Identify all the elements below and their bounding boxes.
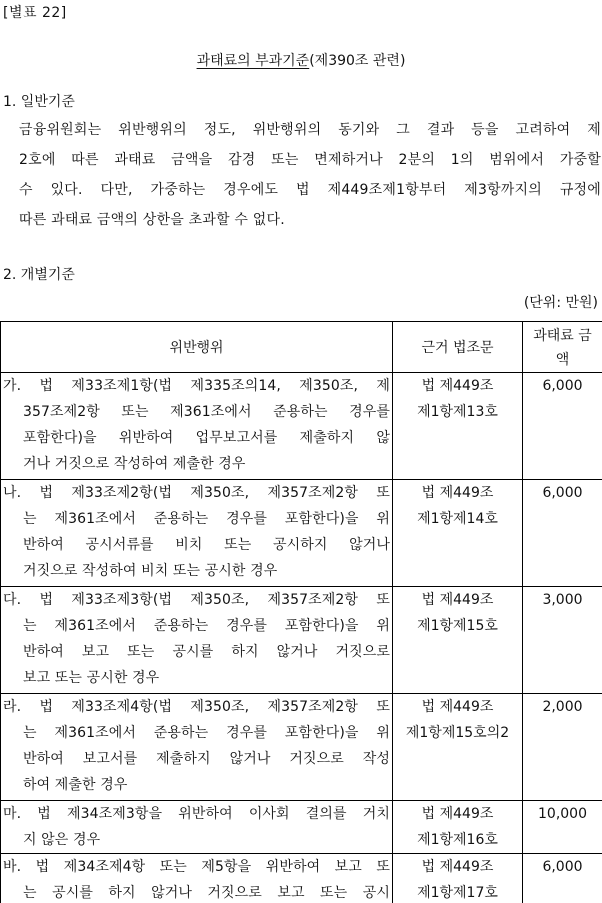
title-main: 과태료의 부과기준 — [196, 53, 310, 69]
basis-line: 제1항제15호 — [417, 618, 498, 634]
paragraph-line: 2호에 따른 과태료 금액을 감경 또는 면제하거나 2분의 1의 범위에서 가중할 — [19, 152, 601, 168]
violation-line: 는 제361조에서 준용하는 경우를 포함한다)을 위 — [23, 511, 390, 527]
unit-label: (단위: 만원) — [523, 295, 598, 311]
violation-line: 거나 거짓으로 작성하여 제출한 경우 — [23, 456, 246, 472]
paragraph-line: 따른 과태료 금액의 상한을 초과할 수 없다. — [19, 212, 285, 228]
violation-line: 하여 제출한 경우 — [23, 777, 128, 793]
table-row — [1, 854, 602, 903]
violation-cell — [1, 480, 393, 587]
general-standards-paragraph — [19, 115, 601, 235]
penalty-table — [0, 321, 602, 903]
violation-cell — [1, 373, 393, 480]
violation-line: 반하여 보고서를 제출하지 않거나 거짓으로 작성 — [23, 751, 390, 767]
violation-line: 바. 법 제34조제4항 또는 제5항을 위반하여 보고 또 — [3, 859, 390, 875]
title-sub: (제390조 관련) — [309, 53, 406, 69]
header-amount-line: 액 — [555, 352, 570, 368]
violation-line: 다. 법 제33조제3항(법 제350조, 제357조제2항 또 — [3, 592, 390, 608]
basis-line: 법 제449조 — [421, 378, 494, 394]
basis-cell — [393, 373, 523, 480]
violation-line: 보고 또는 공시한 경우 — [23, 670, 160, 686]
violation-line: 마. 법 제34조제3항을 위반하여 이사회 결의를 거치 — [3, 806, 390, 822]
paragraph-line: 수 있다. 다만, 가중하는 경우에도 법 제449조제1항부터 제3항까지의 규정에 — [19, 182, 601, 198]
amount-value: 6,000 — [542, 859, 583, 875]
amount-value: 2,000 — [542, 699, 583, 715]
violation-line: 거짓으로 작성하여 비치 또는 공시한 경우 — [23, 563, 278, 579]
amount-value: 6,000 — [542, 485, 583, 501]
basis-line: 법 제449조 — [421, 699, 494, 715]
amount-cell — [523, 801, 602, 854]
basis-cell — [393, 854, 523, 903]
amount-cell — [523, 480, 602, 587]
violation-line: 나. 법 제33조제2항(법 제350조, 제357조제2항 또 — [3, 485, 390, 501]
header-amount — [523, 322, 602, 373]
basis-cell — [393, 694, 523, 801]
basis-line: 법 제449조 — [421, 485, 494, 501]
amount-value: 10,000 — [538, 806, 587, 822]
amount-value: 3,000 — [542, 592, 583, 608]
violation-line: 반하여 보고 또는 공시를 하지 않거나 거짓으로 — [23, 644, 390, 660]
violation-cell — [1, 854, 393, 903]
table-row — [1, 373, 602, 480]
basis-cell — [393, 480, 523, 587]
amount-value: 6,000 — [542, 378, 583, 394]
violation-line: 는 제361조에서 준용하는 경우를 포함한다)을 위 — [23, 618, 390, 634]
basis-line: 제1항제16호 — [417, 832, 498, 848]
violation-line: 라. 법 제33조제4항(법 제350조, 제357조제2항 또 — [3, 699, 390, 715]
table-row — [1, 694, 602, 801]
amount-cell — [523, 373, 602, 480]
general-standards-heading: 1. 일반기준 — [3, 94, 75, 110]
document-title — [0, 50, 602, 70]
header-basis: 근거 법조문 — [393, 322, 523, 373]
basis-line: 법 제449조 — [421, 592, 494, 608]
violation-cell — [1, 587, 393, 694]
violation-line: 는 제361조에서 준용하는 경우를 포함한다)을 위 — [23, 725, 390, 741]
violation-line: 지 않은 경우 — [23, 832, 101, 848]
violation-line: 357조제2항 또는 제361조에서 준용하는 경우를 — [23, 404, 390, 420]
violation-cell — [1, 694, 393, 801]
amount-cell — [523, 694, 602, 801]
table-row — [1, 587, 602, 694]
amount-cell — [523, 854, 602, 903]
basis-cell — [393, 801, 523, 854]
header-amount-line: 과태료 금 — [533, 328, 592, 344]
basis-line: 법 제449조 — [421, 806, 494, 822]
individual-standards-heading: 2. 개별기준 — [3, 267, 75, 283]
basis-line: 제1항제14호 — [417, 511, 498, 527]
basis-line: 제1항제15호의2 — [405, 725, 510, 741]
annex-label: [별표 22] — [3, 5, 67, 21]
amount-cell — [523, 587, 602, 694]
violation-line: 반하여 공시서류를 비치 또는 공시하지 않거나 — [23, 537, 390, 553]
table-row — [1, 480, 602, 587]
basis-line: 법 제449조 — [421, 859, 494, 875]
paragraph-line: 금융위원회는 위반행위의 정도, 위반행위의 동기와 그 결과 등을 고려하여 제 — [19, 122, 601, 138]
header-violation: 위반행위 — [1, 322, 393, 373]
violation-line: 가. 법 제33조제1항(법 제335조의14, 제350조, 제 — [3, 378, 390, 394]
basis-cell — [393, 587, 523, 694]
table-row — [1, 801, 602, 854]
basis-line: 제1항제13호 — [417, 404, 498, 420]
violation-line: 포함한다)을 위반하여 업무보고서를 제출하지 않 — [23, 430, 390, 446]
table-header-row — [1, 322, 602, 373]
violation-cell — [1, 801, 393, 854]
violation-line: 는 공시를 하지 않거나 거짓으로 보고 또는 공시 — [23, 885, 390, 901]
basis-line: 제1항제17호 — [417, 885, 498, 901]
